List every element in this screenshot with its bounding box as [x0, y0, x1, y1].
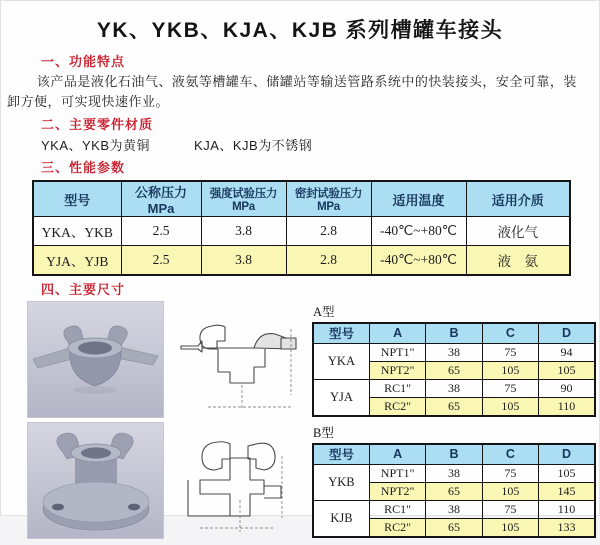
dim-cell: 75 [482, 465, 538, 483]
dim-cell: NPT2" [369, 362, 425, 380]
table-row [313, 501, 595, 519]
type-a-row [27, 301, 599, 419]
section-2-heading: 二、主要零件材质 [41, 117, 154, 132]
performance-header-row [33, 181, 570, 217]
dim-cell: NPT1" [369, 465, 425, 483]
dim-header-a: A [369, 323, 425, 344]
dim-model-cell: KJB [313, 501, 369, 537]
dim-cell: 105 [482, 398, 538, 416]
perf-cell: YKA、YKB [33, 217, 121, 246]
dim-cell: 75 [482, 380, 538, 398]
flanged-coupling-image [28, 423, 163, 538]
table-row [313, 344, 595, 362]
dim-cell: 65 [426, 398, 482, 416]
perf-row-yka-ykb [33, 217, 570, 246]
perf-header-seal-test: 密封试验压力MPa [286, 181, 371, 217]
dim-header-b: B [426, 444, 482, 465]
dim-header-d: D [539, 323, 595, 344]
dim-header-d: D [539, 444, 595, 465]
dim-cell: 105 [539, 362, 595, 380]
type-a-block [312, 302, 596, 417]
dim-header-c: C [482, 444, 538, 465]
dim-cell: 105 [539, 465, 595, 483]
perf-row-yja-yjb [33, 246, 570, 275]
perf-cell: -40℃~+80℃ [371, 217, 466, 246]
dim-cell: 133 [539, 519, 595, 537]
wing-coupling-image [28, 302, 163, 417]
dim-model-cell: YKB [313, 465, 369, 501]
type-b-drawing-image [178, 430, 300, 540]
perf-cell: 3.8 [201, 246, 286, 275]
flanged-coupling-photo [27, 422, 164, 539]
type-a-label: A型 [313, 304, 335, 319]
perf-cell: YJA、YJB [33, 246, 121, 275]
type-a-header-row [313, 323, 595, 344]
dim-cell: 38 [426, 344, 482, 362]
dim-cell: NPT2" [369, 483, 425, 501]
perf-cell: -40℃~+80℃ [371, 246, 466, 275]
type-a-table [312, 322, 596, 417]
dim-cell: 38 [426, 465, 482, 483]
type-a-section-drawing [178, 309, 300, 419]
type-b-block [312, 423, 596, 538]
material-stainless: KJA、KJB为不锈钢 [194, 138, 313, 153]
dim-cell: RC2" [369, 398, 425, 416]
dim-cell: 65 [426, 362, 482, 380]
dim-cell: RC1" [369, 380, 425, 398]
type-b-row [27, 422, 599, 540]
section-3-heading: 三、性能参数 [41, 160, 126, 175]
type-b-table [312, 443, 596, 538]
section-1-body: 该产品是液化石油气、液氨等槽罐车、储罐站等输送管路系统中的快装接头，安全可靠，装卸方便，可实现快速作业。 [7, 74, 577, 109]
perf-cell: 3.8 [201, 217, 286, 246]
dim-header-model: 型号 [313, 444, 369, 465]
dim-cell: NPT1" [369, 344, 425, 362]
perf-cell: 2.5 [121, 246, 201, 275]
type-b-section-drawing [178, 430, 300, 540]
perf-cell: 液化气 [466, 217, 570, 246]
dim-cell: 65 [426, 519, 482, 537]
dim-cell: 75 [482, 501, 538, 519]
section-1-heading: 一、功能特点 [41, 54, 126, 69]
dim-header-c: C [482, 323, 538, 344]
perf-header-strength-test: 强度试验压力MPa [201, 181, 286, 217]
perf-cell: 2.5 [121, 217, 201, 246]
dim-cell: 75 [482, 344, 538, 362]
page-title: YK、YKB、KJA、KJB 系列槽罐车接头 [96, 19, 504, 42]
type-a-drawing-image [178, 309, 300, 419]
dim-cell: 110 [539, 398, 595, 416]
performance-table [32, 180, 571, 276]
dim-cell: 38 [426, 380, 482, 398]
perf-cell: 2.8 [286, 246, 371, 275]
dim-cell: 65 [426, 483, 482, 501]
perf-header-model: 型号 [33, 181, 121, 217]
dim-model-cell: YJA [313, 380, 369, 416]
dim-cell: 94 [539, 344, 595, 362]
dim-header-model: 型号 [313, 323, 369, 344]
wing-coupling-photo [27, 301, 164, 418]
perf-header-medium: 适用介质 [466, 181, 570, 217]
perf-cell: 液 氨 [466, 246, 570, 275]
material-brass: YKA、YKB为黄铜 [41, 138, 151, 153]
dim-cell: 105 [482, 483, 538, 501]
dim-model-cell: YKA [313, 344, 369, 380]
dim-header-b: B [426, 323, 482, 344]
section-4-heading: 四、主要尺寸 [41, 281, 126, 297]
dim-cell: 105 [482, 362, 538, 380]
table-row [313, 380, 595, 398]
perf-header-temperature: 适用温度 [371, 181, 466, 217]
table-row [313, 465, 595, 483]
type-b-label: B型 [313, 425, 334, 440]
type-b-header-row [313, 444, 595, 465]
materials-line [41, 135, 599, 154]
dim-cell: 145 [539, 483, 595, 501]
dim-header-a: A [369, 444, 425, 465]
dim-cell: 105 [482, 519, 538, 537]
dim-cell: RC1" [369, 501, 425, 519]
perf-header-nominal-pressure: 公称压力 MPa [121, 181, 201, 217]
perf-cell: 2.8 [286, 217, 371, 246]
dim-cell: 38 [426, 501, 482, 519]
dim-cell: 110 [539, 501, 595, 519]
dim-cell: RC2" [369, 519, 425, 537]
dim-cell: 90 [539, 380, 595, 398]
